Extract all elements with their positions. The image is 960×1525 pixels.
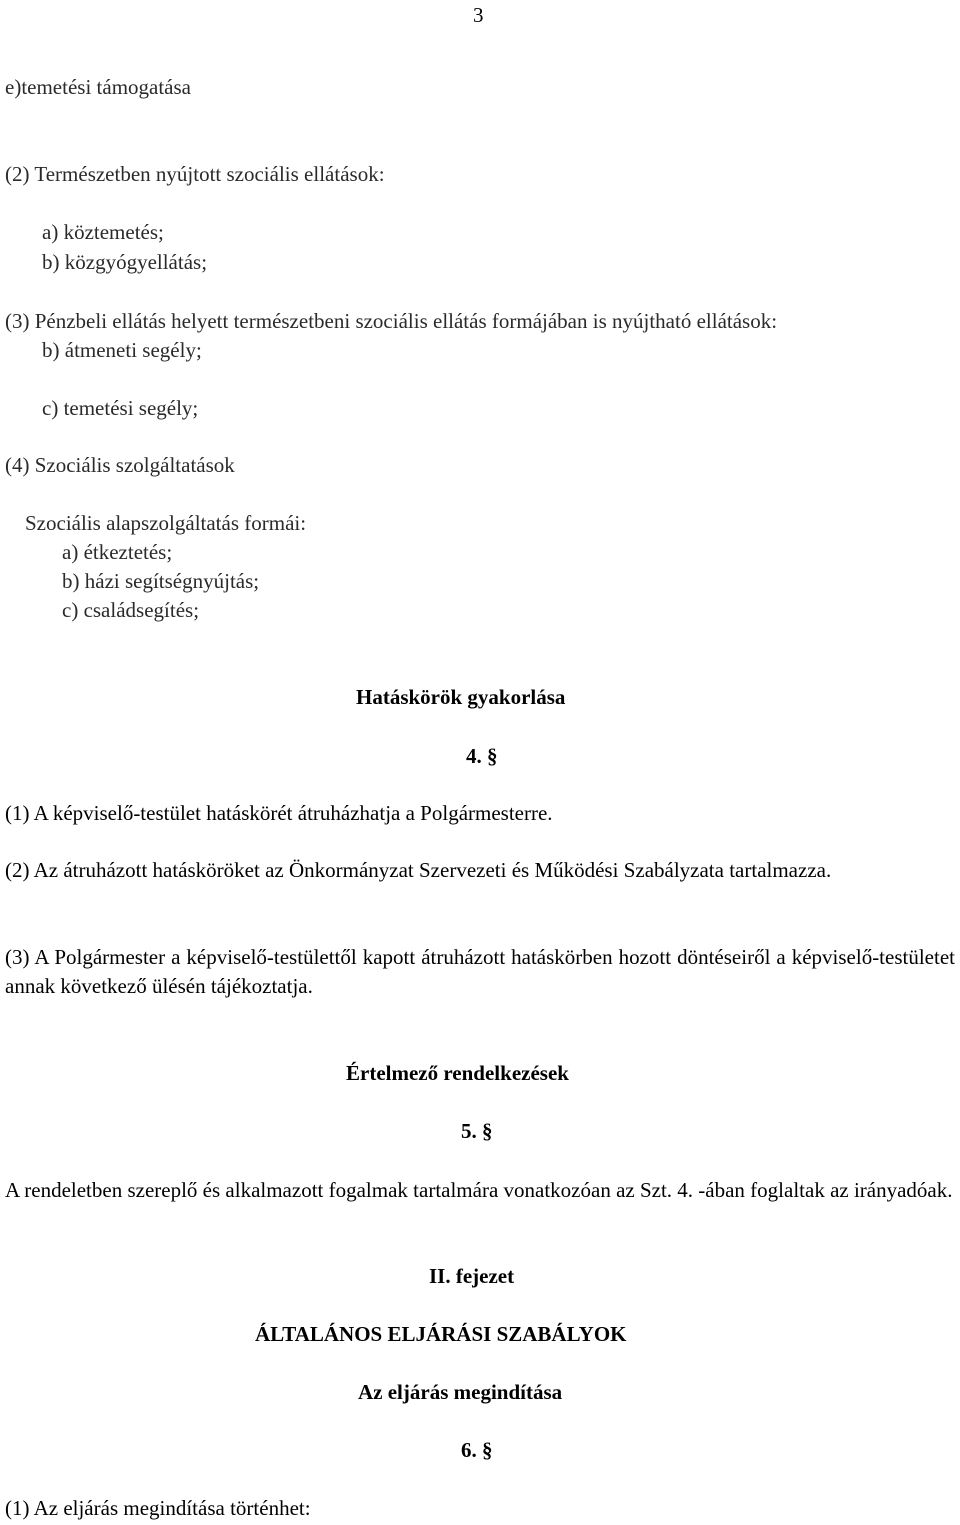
chapter-label: II. fejezet	[429, 1264, 515, 1288]
list-item-atmeneti: b) átmeneti segély;	[42, 338, 202, 362]
paragraph-4-sub: Szociális alapszolgáltatás formái:	[25, 511, 307, 535]
section-number-6	[461, 1438, 493, 1462]
list-item-kozgy: b) közgyógyellátás;	[42, 250, 208, 274]
section-title-ertelmezo: Értelmező rendelkezések	[346, 1061, 569, 1085]
section-sign-icon: §	[487, 744, 498, 768]
list-item-hazi: b) házi segítségnyújtás;	[62, 569, 260, 593]
page-number: 3	[473, 3, 484, 27]
paragraph-2-heading: (2) Természetben nyújtott szociális ellátások:	[5, 162, 385, 186]
section-number-4	[466, 744, 498, 768]
section-number-6-text: 6.	[461, 1438, 477, 1462]
section-sign-icon: §	[482, 1438, 493, 1462]
hataskorok-p3: (3) A Polgármester a képviselő-testülettől kapott átruházott hatáskörben hozott döntéseiről a képviselő-testületet annak következő ülésén tájékoztatja.	[5, 945, 955, 998]
paragraph-4-heading: (4) Szociális szolgáltatások	[5, 453, 235, 477]
paragraph-3-heading: (3) Pénzbeli ellátás helyett természetbeni szociális ellátás formájában is nyújtható ellátások:	[5, 309, 778, 333]
list-item-etkeztetes: a) étkeztetés;	[62, 540, 173, 564]
section-number-5-text: 5.	[461, 1119, 477, 1143]
section-title-hataskorok: Hatáskörök gyakorlása	[356, 685, 566, 709]
eljaras-p1: (1) Az eljárás megindítása történhet:	[5, 1496, 311, 1520]
hataskorok-p2: (2) Az átruházott hatásköröket az Önkormányzat Szervezeti és Működési Szabályzata tartalmazza.	[5, 858, 832, 882]
list-item-kozt: a) köztemetés;	[42, 220, 164, 244]
list-item-e: e)temetési támogatása	[5, 75, 191, 99]
list-item-csalad: c) családsegítés;	[62, 598, 200, 622]
chapter-title: ÁLTALÁNOS ELJÁRÁSI SZABÁLYOK	[255, 1322, 627, 1346]
section-number-5	[461, 1119, 493, 1143]
section-title-eljaras: Az eljárás megindítása	[358, 1380, 563, 1404]
hataskorok-p1: (1) A képviselő-testület hatáskörét átruházhatja a Polgármesterre.	[5, 801, 553, 825]
section-sign-icon: §	[482, 1119, 493, 1143]
section-number-4-text: 4.	[466, 744, 482, 768]
ertelmezo-p1: A rendeletben szereplő és alkalmazott fogalmak tartalmára vonatkozóan az Szt. 4. -ában foglaltak az irányadóak.	[5, 1178, 953, 1202]
list-item-temetesi: c) temetési segély;	[42, 396, 199, 420]
